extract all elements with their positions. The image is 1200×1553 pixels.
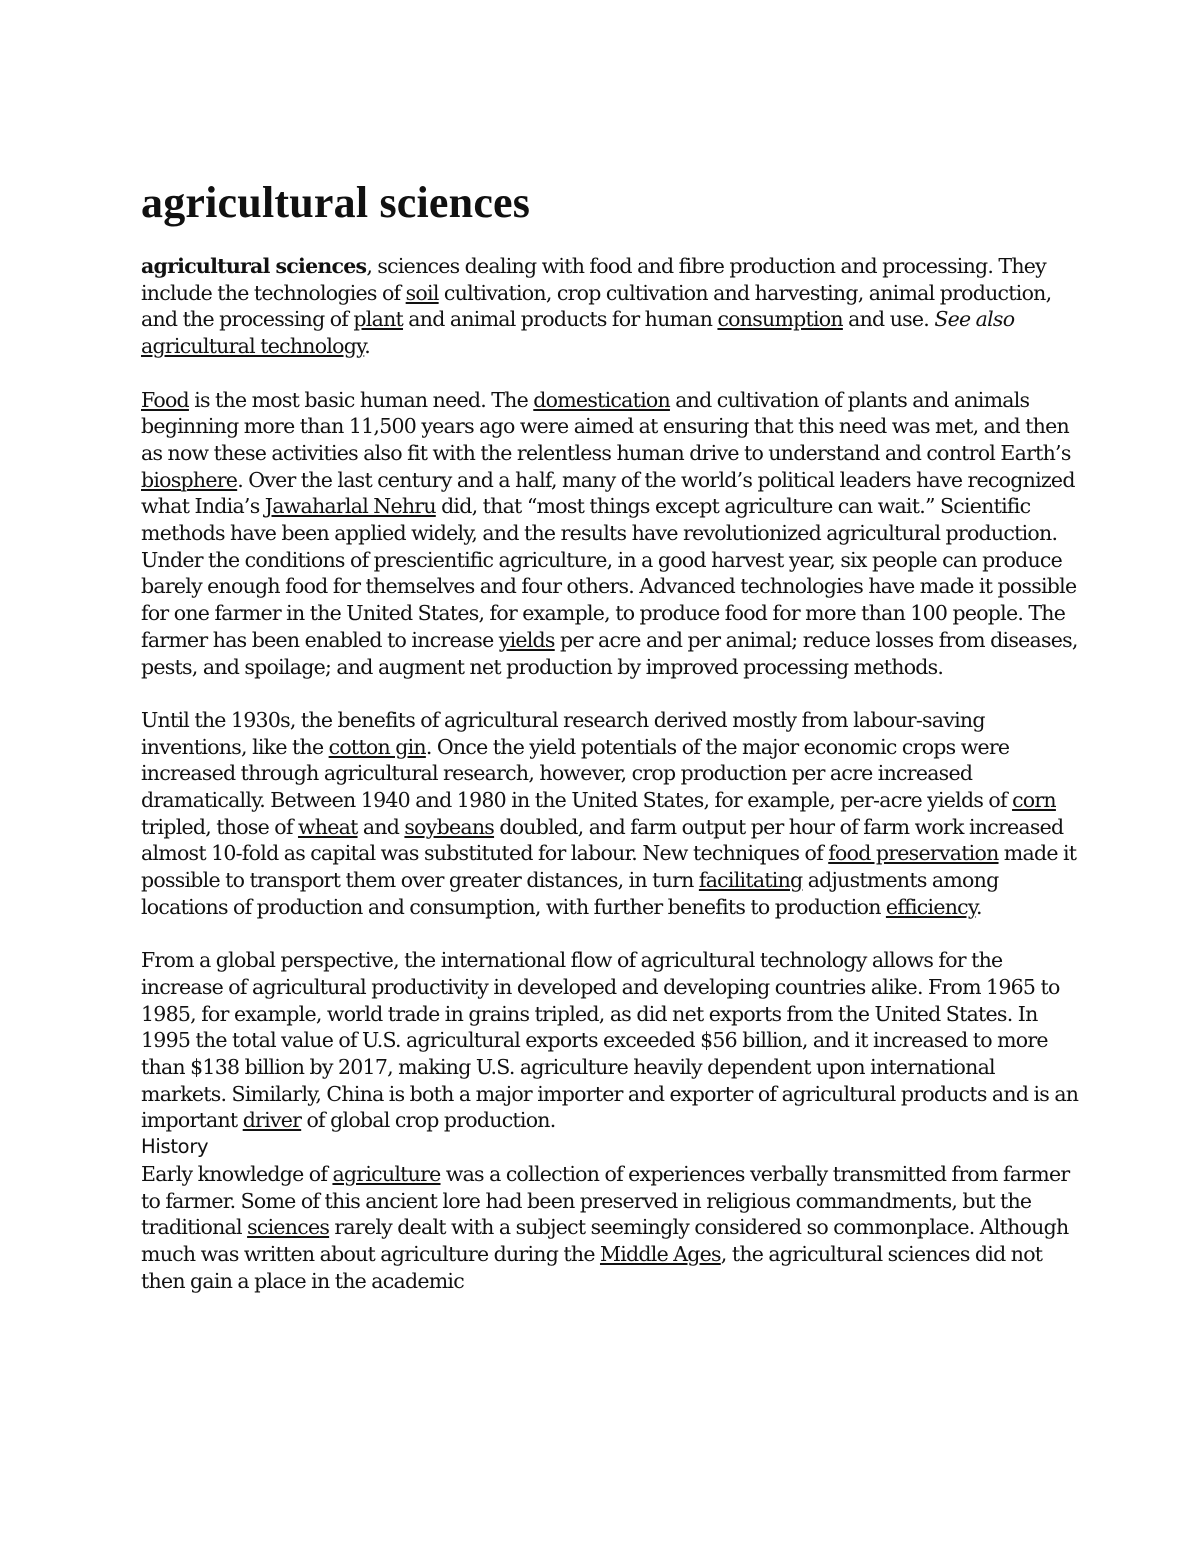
- link-corn[interactable]: corn: [1012, 788, 1056, 813]
- text-run: Until the 1930s, the benefits of agricultural research derived mostly from labour-saving inventions, like the: [141, 707, 985, 759]
- text-run: . Over the last century and a half, many of the world’s political leaders have recognized what India’s: [141, 467, 1075, 519]
- link-plant[interactable]: plant: [353, 307, 404, 332]
- paragraph-1930s: [141, 707, 1081, 921]
- link-food-preservation[interactable]: food preservation: [828, 841, 999, 866]
- intro-paragraph: [141, 253, 1081, 360]
- text-run: From a global perspective, the international flow of agricultural technology allows for the increase of agricultural productivity in developed and developing countries alike. From 1965 to 1985, for example, world trade in grains tripled, as did net exports from the United States. In 1995 the total value of U.S. agricultural exports exceeded $56 billion, and it increased to more than $138 billion by 2017, making U.S. agriculture heavily dependent upon international markets. Similarly, China is both a major importer and exporter of agricultural products and is an important: [141, 948, 1079, 1133]
- text-run: of global crop production.: [301, 1108, 556, 1133]
- link-food[interactable]: Food: [141, 387, 189, 412]
- text-run: adjustments among locations of production and consumption, with further benefits to production: [141, 868, 999, 919]
- paragraph-food: [141, 387, 1081, 681]
- see-also-label: See also: [934, 307, 1015, 332]
- text-run: and: [357, 814, 405, 839]
- link-yields[interactable]: yields: [498, 627, 555, 652]
- text-run: and animal products for human: [403, 307, 718, 332]
- text-run: rarely dealt with a subject seemingly considered so commonplace. Although much was written about agriculture during the: [141, 1215, 1069, 1266]
- text-run: , the agricultural sciences did not then gain a place in the academic: [141, 1241, 1043, 1293]
- link-consumption[interactable]: consumption: [717, 307, 843, 332]
- link-driver[interactable]: driver: [242, 1108, 302, 1133]
- link-efficiency[interactable]: efficiency: [885, 894, 976, 919]
- text-run: is the most basic human need. The: [188, 387, 534, 412]
- link-facilitating[interactable]: facilitating: [698, 868, 803, 893]
- text-run: and use.: [842, 307, 935, 332]
- text-run: cultivation, crop cultivation and harvesting, animal production, and the processing of: [141, 280, 1052, 332]
- link-agriculture[interactable]: agriculture: [332, 1161, 441, 1186]
- link-soybeans[interactable]: soybeans: [404, 814, 495, 839]
- text-run: and cultivation of plants and animals beginning more than 11,500 years ago were aimed at ensuring that this need was met, and then as now these activities also fit with the relentless human drive to understand and control Earth’s: [141, 387, 1071, 465]
- text-run: Early knowledge of: [141, 1161, 333, 1186]
- link-domestication[interactable]: domestication: [533, 387, 670, 412]
- page-title: agricultural sciences: [141, 178, 531, 227]
- text-run: , sciences dealing with food and fibre production and processing. They include the technologies of: [141, 254, 1047, 305]
- text-run: did, that “most things except agriculture can wait.” Scientific methods have been applied widely, and the results have revolutionized agricultural production. Under the conditions of prescientific agriculture, in a good harvest year, six people can produce barely enough food for themselves and four others. Advanced technologies have made it possible for one farmer in the United States, for example, to produce food for more than 100 people. The farmer has been enabled to increase: [141, 494, 1077, 652]
- text-run: was a collection of experiences verbally transmitted from farmer to farmer. Some of this ancient lore had been preserved in religious commandments, but the traditional: [141, 1161, 1070, 1240]
- link-jawaharlal-nehru[interactable]: Jawaharlal Nehru: [264, 494, 436, 519]
- section-heading-history: History: [141, 1135, 209, 1159]
- article-body: [141, 253, 1081, 1294]
- link-biosphere[interactable]: biosphere: [141, 467, 238, 492]
- text-run: .: [364, 334, 370, 359]
- text-run: per acre and per animal; reduce losses from diseases, pests, and spoilage; and augment net production by improved processing methods.: [141, 627, 1078, 679]
- text-run: .: [976, 894, 982, 919]
- text-run: made it possible to transport them over greater distances, in turn: [141, 841, 1077, 893]
- link-middle-ages[interactable]: Middle Ages: [599, 1241, 721, 1266]
- link-agricultural-technology[interactable]: agricultural technology: [141, 334, 365, 359]
- term-bold: agricultural sciences: [141, 254, 367, 278]
- link-sciences[interactable]: sciences: [247, 1215, 330, 1240]
- paragraph-history: [141, 1161, 1081, 1295]
- text-run: . Once the yield potentials of the major economic crops were increased through agricultural research, however, crop production per acre increased dramatically. Between 1940 and 1980 in the United States, for example, per-acre yields of: [141, 734, 1013, 813]
- text-run: tripled, those of: [141, 814, 298, 839]
- paragraph-global: [141, 947, 1081, 1134]
- link-wheat[interactable]: wheat: [297, 814, 358, 839]
- text-run: doubled, and farm output per hour of farm work increased almost 10-fold as capital was substituted for labour. New techniques of: [141, 814, 1064, 866]
- link-soil[interactable]: soil: [405, 280, 439, 305]
- link-cotton-gin[interactable]: cotton gin: [328, 734, 426, 759]
